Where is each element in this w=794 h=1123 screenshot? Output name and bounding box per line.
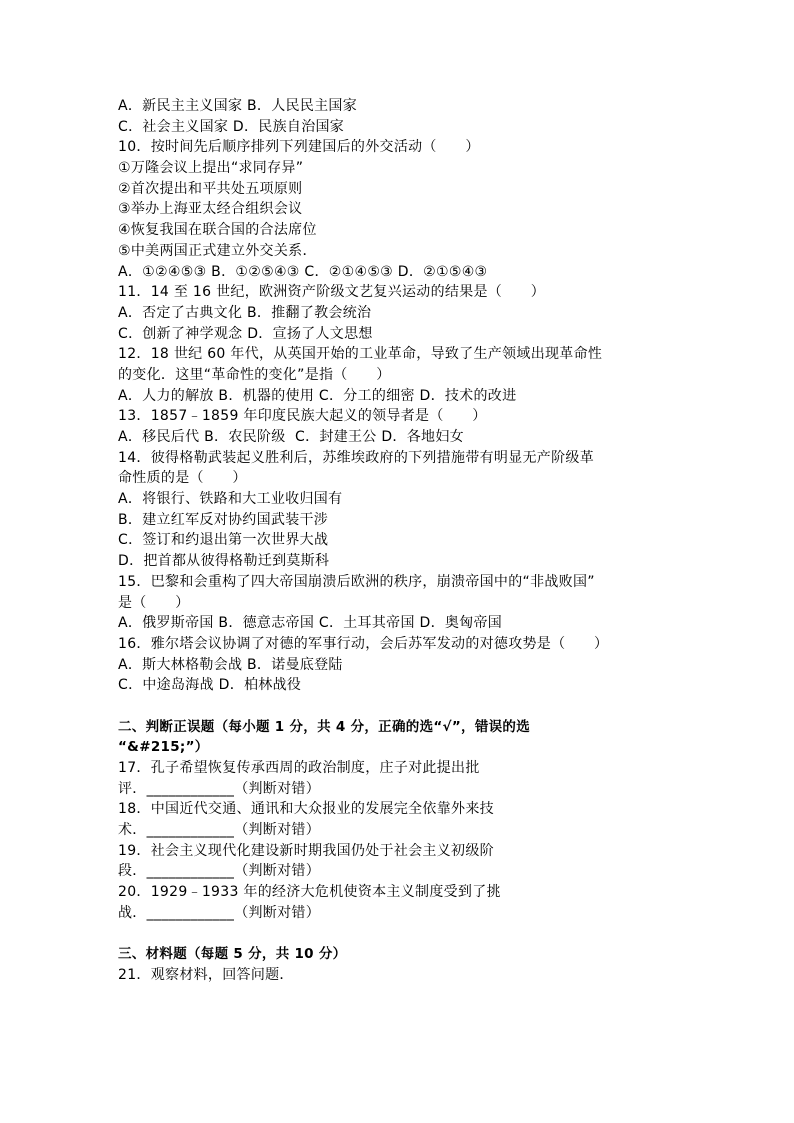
exam-page xyxy=(118,96,698,986)
text-line: 术．____________（判断对错） xyxy=(118,822,320,839)
text-line: A．将银行、铁路和大工业收归国有 xyxy=(118,491,343,508)
text-line: A．俄罗斯帝国 B．德意志帝国 C．土耳其帝国 D．奥匈帝国 xyxy=(118,615,503,632)
text-line: ④恢复我国在联合国的合法席位 xyxy=(118,222,317,239)
text-line: 18．中国近代交通、通讯和大众报业的发展完全依靠外来技 xyxy=(118,801,494,818)
text-line: C．中途岛海战 D．柏林战役 xyxy=(118,677,302,694)
text-line: 21．观察材料，回答问题． xyxy=(118,966,294,983)
text-line: 16．雅尔塔会议协调了对德的军事行动，会后苏军发动的对德攻势是（ ） xyxy=(118,635,609,652)
text-line: 20．1929﹣1933 年的经济大危机使资本主义制度受到了挑 xyxy=(118,884,501,901)
text-line: 段．____________（判断对错） xyxy=(118,863,320,880)
text-line: ①万隆会议上提出“求同存异” xyxy=(118,160,304,177)
text-line: B．建立红军反对协约国武装干涉 xyxy=(118,511,329,528)
text-line: 10．按时间先后顺序排列下列建国后的外交活动（ ） xyxy=(118,139,480,156)
text-line: A．否定了古典文化 B．推翻了教会统治 xyxy=(118,304,372,321)
section-heading: “&#215;”） xyxy=(118,739,209,756)
text-line: 评．____________（判断对错） xyxy=(118,780,320,797)
text-line: A．新民主主义国家 B．人民民主国家 xyxy=(118,98,358,114)
text-line: C．签订和约退出第一次世界大战 xyxy=(118,532,329,549)
section-heading: 二、判断正误题（每小题 1 分，共 4 分，正确的选“√”，错误的选 xyxy=(118,718,531,735)
text-line: 19．社会主义现代化建设新时期我国仍处于社会主义初级阶 xyxy=(118,842,494,859)
text-line: 命性质的是（ ） xyxy=(118,470,247,487)
text-line: C．创新了神学观念 D．宣扬了人文思想 xyxy=(118,325,373,342)
text-line: 13．1857﹣1859 年印度民族大起义的领导者是（ ） xyxy=(118,408,487,425)
text-line: 战．____________（判断对错） xyxy=(118,904,320,921)
text-line: 15．巴黎和会重构了四大帝国崩溃后欧洲的秩序，崩溃帝国中的“非战败国” xyxy=(118,573,595,590)
text-line: C．社会主义国家 D．民族自治国家 xyxy=(118,118,345,135)
text-line: 11．14 至 16 世纪，欧洲资产阶级文艺复兴运动的结果是（ ） xyxy=(118,284,545,301)
text-line: 17．孔子希望恢复传承西周的政治制度，庄子对此提出批 xyxy=(118,760,480,776)
text-line: A．①②④⑤③ B．①②⑤④③ C．②①④⑤③ D．②①⑤④③ xyxy=(118,263,488,280)
text-line: A．斯大林格勒会战 B．诺曼底登陆 xyxy=(118,656,343,673)
text-line: D．把首都从彼得格勒迁到莫斯科 xyxy=(118,553,330,570)
text-line: 14．彼得格勒武装起义胜利后，苏维埃政府的下列措施带有明显无产阶级革 xyxy=(118,449,595,466)
text-line: 的变化．这里“革命性的变化”是指（ ） xyxy=(118,366,391,383)
blank-line xyxy=(118,924,698,945)
text-line: A．移民后代 B．农民阶级 C．封建王公 D．各地妇女 xyxy=(118,429,464,445)
text-line: ③举办上海亚太经合组织会议 xyxy=(118,201,303,218)
section-heading: 三、材料题（每题 5 分，共 10 分） xyxy=(118,946,347,963)
text-line: 12．18 世纪 60 年代，从英国开始的工业革命，导致了生产领域出现革命性 xyxy=(118,346,603,363)
text-line: 是（ ） xyxy=(118,594,190,611)
text-line: A．人力的解放 B．机器的使用 C．分工的细密 D．技术的改进 xyxy=(118,387,517,404)
blank-line xyxy=(118,696,698,717)
text-line: ⑤中美两国正式建立外交关系． xyxy=(118,242,317,259)
text-line: ②首次提出和平共处五项原则 xyxy=(118,180,303,197)
